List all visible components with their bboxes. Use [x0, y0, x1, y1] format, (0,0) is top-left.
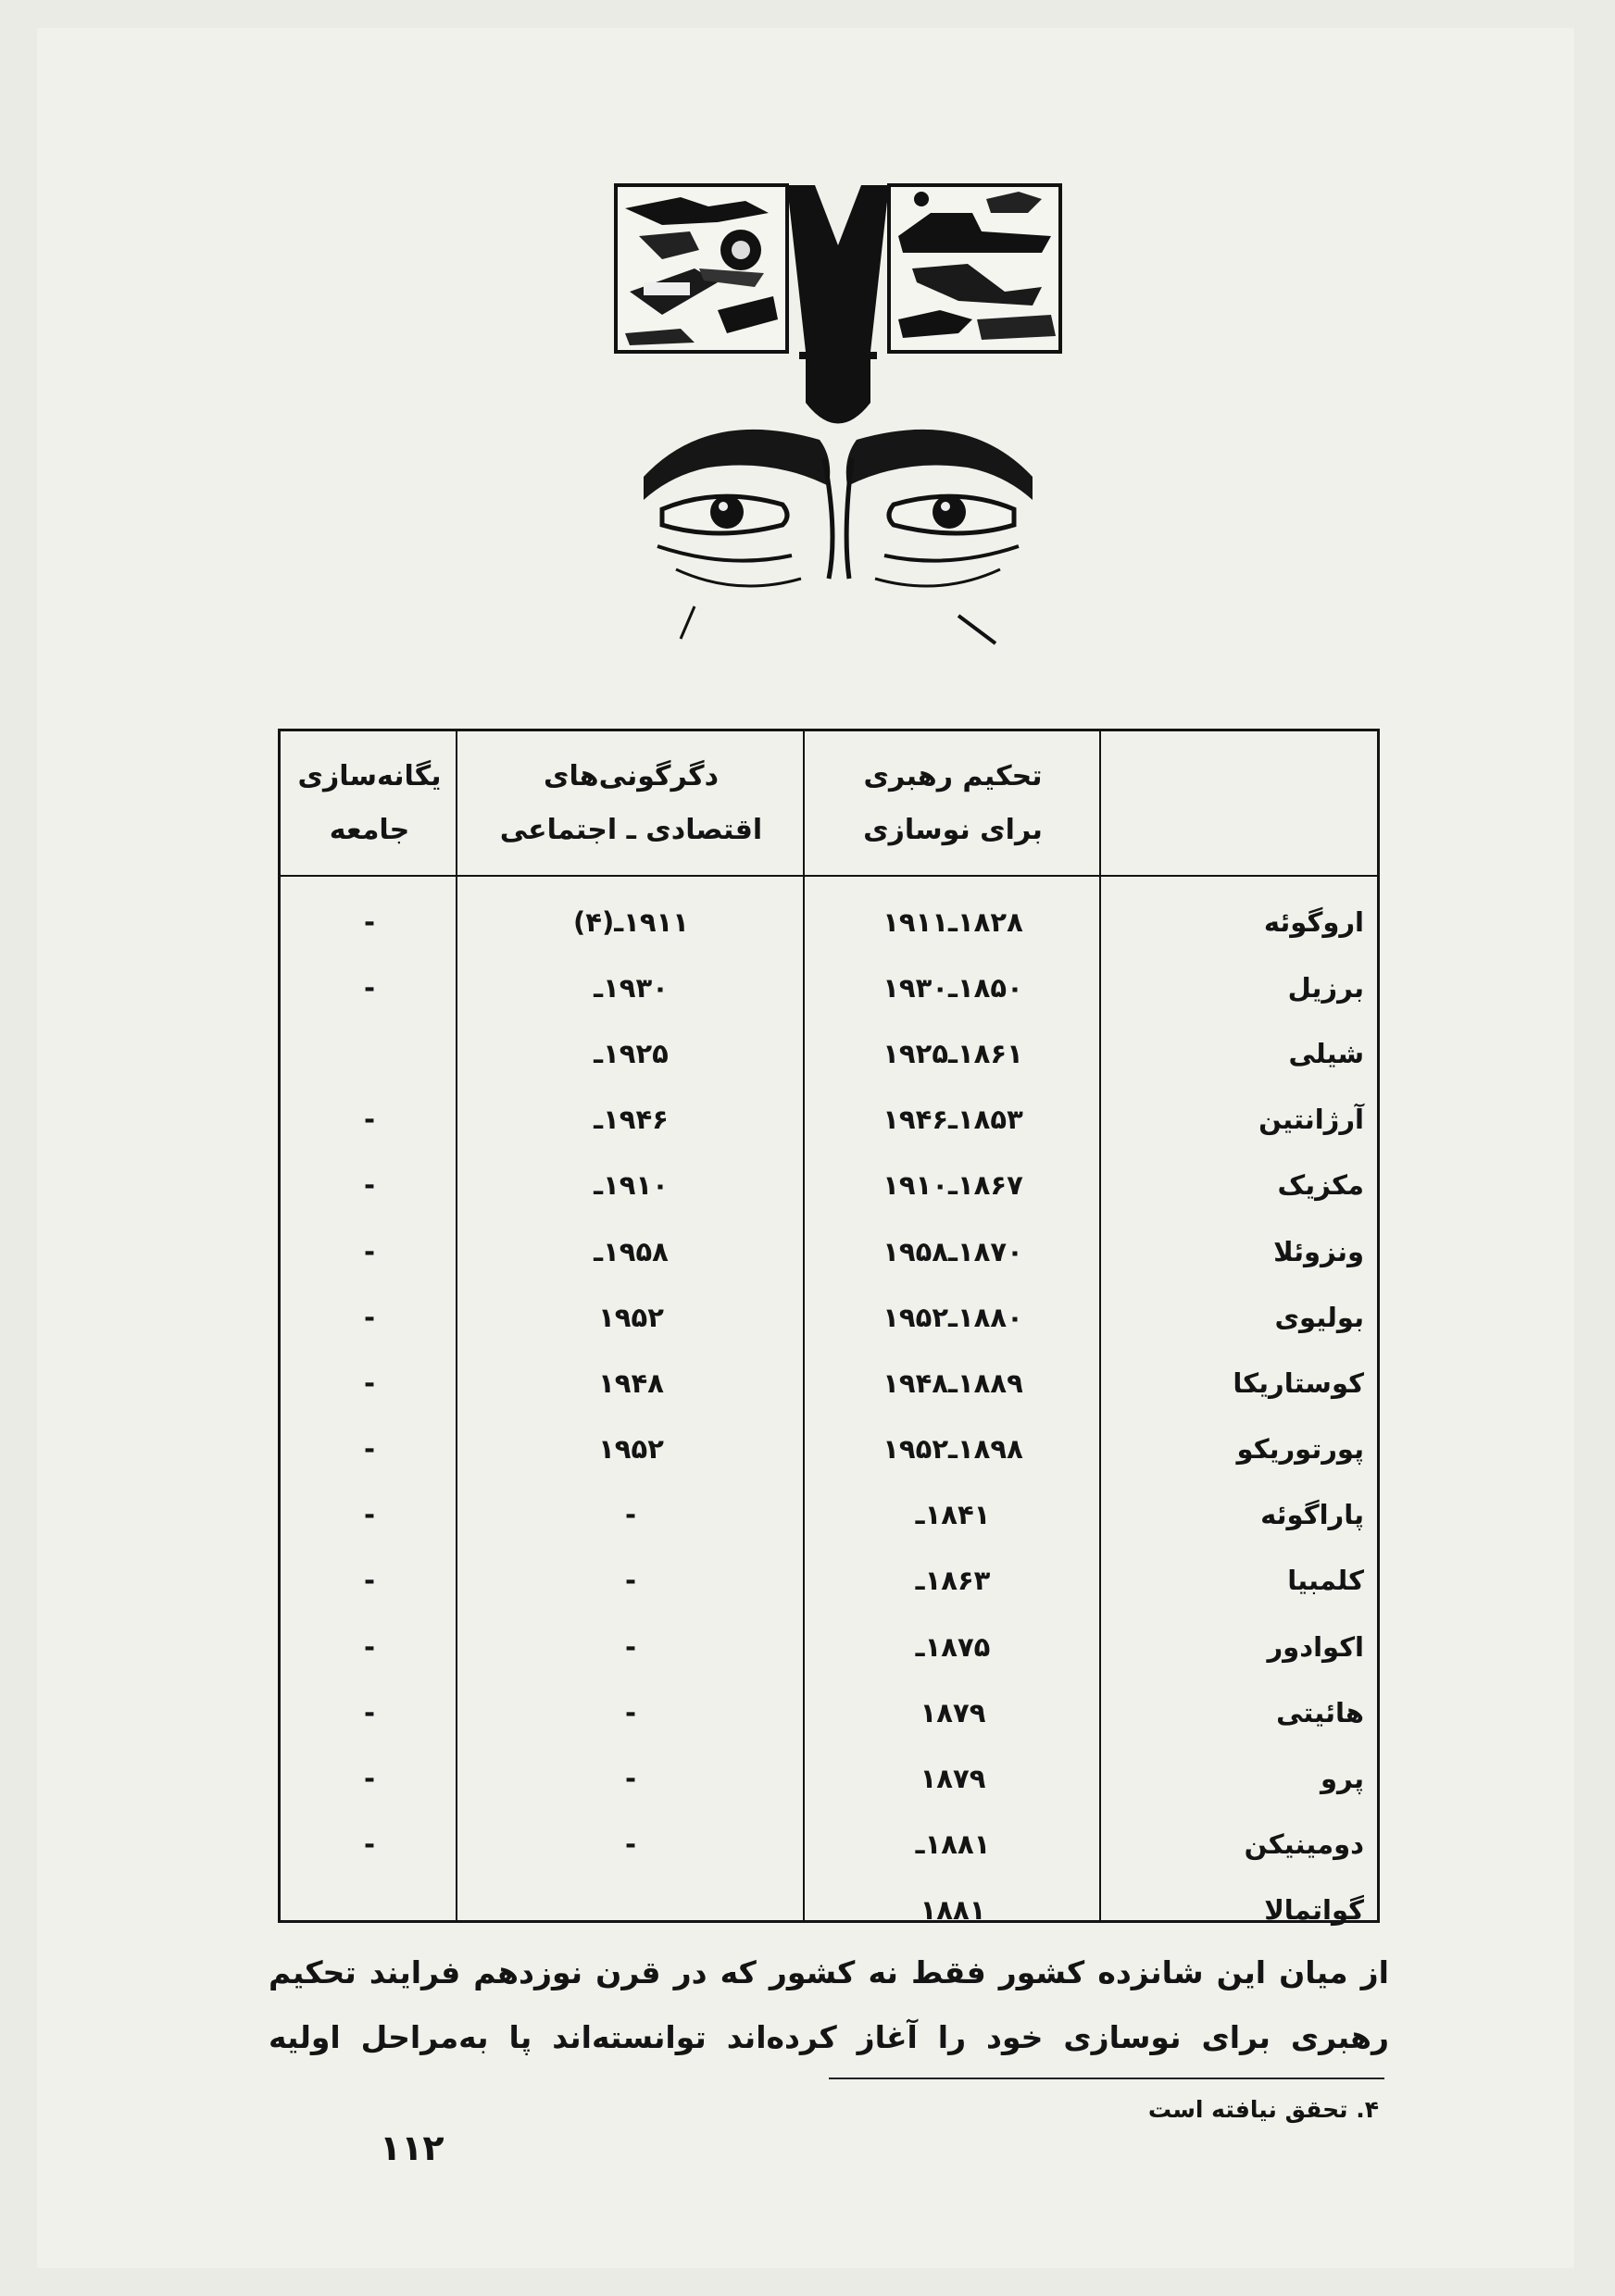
row-leadership: ۱۸۷۹	[920, 1696, 986, 1728]
row-leadership: ۱۸۸۱ـ	[915, 1828, 991, 1861]
row-socioeconomic: ۱۹۴۶ـ	[594, 1104, 669, 1136]
paragraph-line-2: رهبری برای نوسازی خود را آغاز کرده‌اند توانسته‌اند پا به‌مراحل اولیه	[269, 2019, 1389, 2055]
header-leadership-line1: تحکیم رهبری	[863, 759, 1043, 792]
row-socioeconomic	[457, 1878, 805, 1943]
row-country: هائیتی	[1276, 1696, 1364, 1728]
paragraph-line-1: از میان این شانزده کشور فقط نه کشور که در قرن نوزدهم فرایند تحکیم	[269, 1954, 1389, 1990]
row-leadership: ۱۸۲۸ـ۱۹۱۱	[883, 905, 1023, 938]
war-eyes-illustration	[607, 181, 1070, 648]
row-socioeconomic: ۱۹۱۱ـ(۴)	[573, 905, 689, 938]
row-integration: -	[363, 1301, 376, 1333]
table-row	[281, 1878, 1377, 1943]
row-socioeconomic: -	[624, 1565, 638, 1597]
row-socioeconomic: ۱۹۵۲	[598, 1433, 664, 1466]
table-row	[281, 1020, 1377, 1086]
row-country: پرو	[1321, 1763, 1364, 1795]
row-country: بولیوی	[1274, 1301, 1364, 1333]
table-row	[281, 1614, 1377, 1679]
table-row	[281, 955, 1377, 1020]
row-leadership: ۱۸۷۹	[920, 1763, 986, 1795]
row-leadership: ۱۸۸۱	[920, 1894, 986, 1927]
row-leadership: ۱۸۶۳ـ	[915, 1565, 991, 1597]
row-leadership: ۱۸۷۵ـ	[915, 1630, 991, 1663]
row-country: اروگوئه	[1263, 905, 1364, 938]
header-integration-line2: جامعه	[329, 813, 410, 846]
row-leadership: ۱۸۵۰ـ۱۹۳۰	[883, 971, 1023, 1004]
header-socioeconomic-line2: اقتصادی ـ اجتماعی	[499, 813, 763, 846]
row-integration	[282, 1020, 457, 1086]
header-socioeconomic-line1: دگرگونی‌های	[544, 759, 719, 792]
row-leadership: ۱۸۹۸ـ۱۹۵۲	[883, 1433, 1023, 1466]
row-socioeconomic: ۱۹۲۵ـ	[594, 1037, 669, 1069]
row-leadership: ۱۸۴۱ـ	[915, 1499, 991, 1531]
modernization-table	[278, 729, 1380, 1927]
row-integration: -	[363, 1763, 376, 1795]
table-row	[281, 1218, 1377, 1284]
row-socioeconomic: ۱۹۵۲	[598, 1301, 664, 1333]
row-leadership: ۱۸۵۳ـ۱۹۴۶	[883, 1104, 1023, 1136]
row-country: برزیل	[1287, 971, 1364, 1004]
row-integration	[282, 1878, 457, 1943]
table-row	[281, 1482, 1377, 1548]
row-integration: -	[363, 905, 376, 938]
header-divider	[281, 875, 1377, 877]
table-row	[281, 1350, 1377, 1416]
row-socioeconomic: -	[624, 1763, 638, 1795]
row-country: دومینیکن	[1244, 1828, 1364, 1861]
table-row	[281, 1679, 1377, 1745]
footnote: ۴. تحقق نیافته است	[1147, 2096, 1379, 2123]
row-integration: -	[363, 1366, 376, 1399]
row-socioeconomic: -	[624, 1630, 638, 1663]
table-row	[281, 1745, 1377, 1811]
row-socioeconomic: ۱۹۱۰ـ	[594, 1169, 669, 1202]
row-country: اکوادور	[1267, 1630, 1364, 1663]
page-number: ۱۱۲	[380, 2128, 444, 2168]
row-socioeconomic: ۱۹۴۸	[598, 1366, 664, 1399]
row-country: کلمبیا	[1287, 1565, 1364, 1597]
row-integration: -	[363, 1433, 376, 1466]
row-integration: -	[363, 1696, 376, 1728]
row-leadership: ۱۸۸۹ـ۱۹۴۸	[883, 1366, 1023, 1399]
row-socioeconomic: -	[624, 1828, 638, 1861]
header-socioeconomic	[457, 731, 805, 875]
table-body	[281, 889, 1377, 1943]
row-leadership: ۱۸۸۰ـ۱۹۵۲	[883, 1301, 1023, 1333]
row-integration: -	[363, 1169, 376, 1202]
row-leadership: ۱۸۶۱ـ۱۹۲۵	[883, 1037, 1023, 1069]
row-leadership: ۱۸۶۷ـ۱۹۱۰	[883, 1169, 1023, 1202]
table-row	[281, 889, 1377, 955]
row-country: ونزوئلا	[1273, 1235, 1364, 1267]
row-socioeconomic: ۱۹۳۰ـ	[594, 971, 669, 1004]
row-integration: -	[363, 1828, 376, 1861]
table-row	[281, 1087, 1377, 1153]
table-row	[281, 1284, 1377, 1350]
table-row	[281, 1548, 1377, 1614]
row-integration: -	[363, 1499, 376, 1531]
header-leadership-line2: برای نوسازی	[863, 813, 1043, 846]
row-leadership: ۱۸۷۰ـ۱۹۵۸	[883, 1235, 1023, 1267]
table-row	[281, 1416, 1377, 1482]
row-country: پاراگوئه	[1260, 1499, 1364, 1531]
row-country: گواتمالا	[1264, 1894, 1364, 1927]
row-country: پورتوریکو	[1236, 1433, 1364, 1466]
row-socioeconomic: -	[624, 1696, 638, 1728]
row-socioeconomic: ۱۹۵۸ـ	[594, 1235, 669, 1267]
row-country: مکزیک	[1277, 1169, 1364, 1202]
header-leadership	[805, 731, 1101, 875]
header-integration	[282, 731, 457, 875]
row-integration: -	[363, 1235, 376, 1267]
header-integration-line1: یگانه‌سازی	[297, 759, 442, 792]
row-integration: -	[363, 971, 376, 1004]
row-integration: -	[363, 1565, 376, 1597]
row-integration: -	[363, 1104, 376, 1136]
row-country: کوستاریکا	[1233, 1366, 1364, 1399]
row-socioeconomic: -	[624, 1499, 638, 1531]
footnote-rule	[829, 2078, 1384, 2079]
table-row	[281, 1153, 1377, 1218]
row-country: آرژانتین	[1258, 1104, 1364, 1136]
row-country: شیلی	[1288, 1037, 1364, 1069]
table-row	[281, 1812, 1377, 1878]
body-paragraph	[269, 1940, 1389, 2070]
row-integration: -	[363, 1630, 376, 1663]
